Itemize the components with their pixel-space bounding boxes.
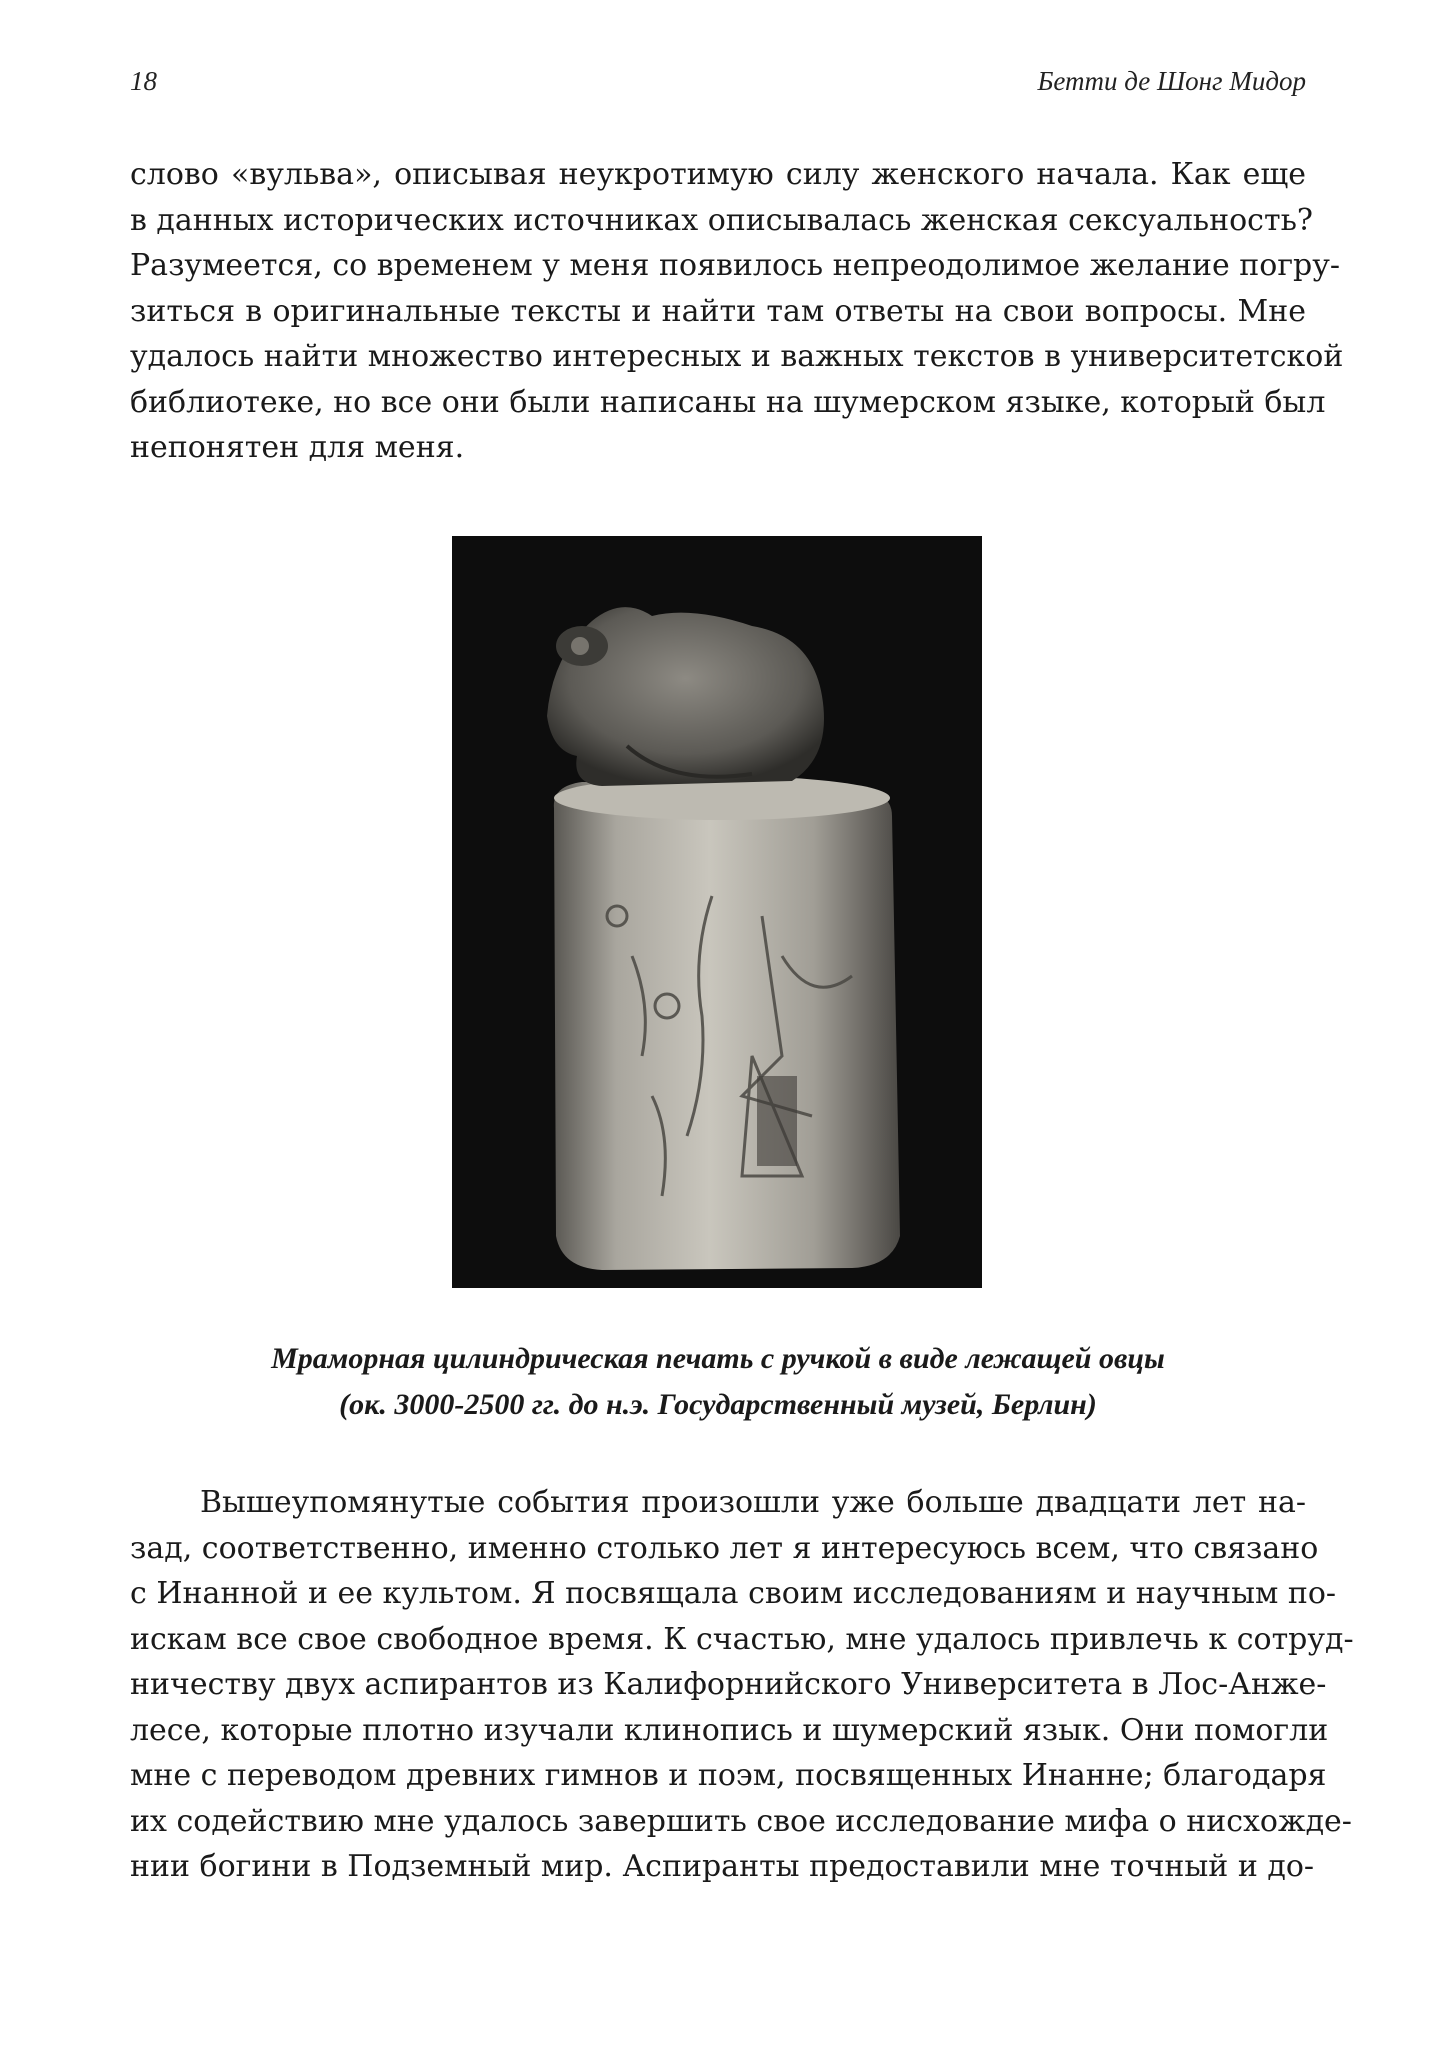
paragraph-1: [130, 152, 1344, 471]
text-line: мне с переводом древних гимнов и поэм, посвященных Инанне; благодаря: [130, 1758, 1327, 1793]
text-line: с Инанной и ее культом. Я посвящала своим исследованиям и научным по-: [130, 1576, 1337, 1611]
text-line: зад, соответственно, именно столько лет я интересуюсь всем, что связано: [130, 1530, 1319, 1566]
text-line: их содействию мне удалось завершить свое исследование мифа о нисхожде-: [130, 1803, 1352, 1839]
text-line: искам все свое свободное время. К счастью, мне удалось привлечь к сотруд-: [130, 1621, 1354, 1657]
page-number: 18: [130, 66, 157, 96]
text-line: ничеству двух аспирантов из Калифорнийского Университета в Лос-Анже-: [130, 1667, 1327, 1702]
figure-caption: [130, 1336, 1306, 1428]
caption-line-2: (ок. 3000-2500 гг. до н.э. Государственный музей, Берлин): [339, 1388, 1097, 1421]
running-header: [130, 66, 1306, 106]
text-line: в данных исторических источниках описывалась женская сексуальность?: [130, 202, 1313, 238]
text-line: удалось найти множество интересных и важных текстов в университетской: [130, 339, 1344, 374]
text-line: зиться в оригинальные тексты и найти там ответы на свои вопросы. Мне: [130, 293, 1306, 329]
cylinder-seal-photo: [452, 536, 982, 1288]
text-line: лесе, которые плотно изучали клинопись и шумерский язык. Они помогли: [130, 1712, 1329, 1748]
cylinder-seal-illustration: [452, 536, 982, 1288]
caption-line-1: Мраморная цилиндрическая печать с ручкой в виде лежащей овцы: [271, 1342, 1165, 1375]
running-head-author: Бетти де Шонг Мидор: [1037, 66, 1306, 96]
text-line: Вышеупомянутые события произошли уже больше двадцати лет на-: [200, 1485, 1306, 1520]
text-line: непонятен для меня.: [130, 430, 465, 465]
paragraph-2: [130, 1480, 1354, 1890]
text-line: библиотеке, но все они были написаны на шумерском языке, который был: [130, 384, 1326, 420]
text-line: слово «вульва», описывая неукротимую силу женского начала. Как еще: [130, 157, 1306, 192]
text-line: Разумеется, со временем у меня появилось непреодолимое желание погру-: [130, 248, 1341, 283]
text-line: нии богини в Подземный мир. Аспиранты предоставили мне точный и до-: [130, 1849, 1315, 1884]
